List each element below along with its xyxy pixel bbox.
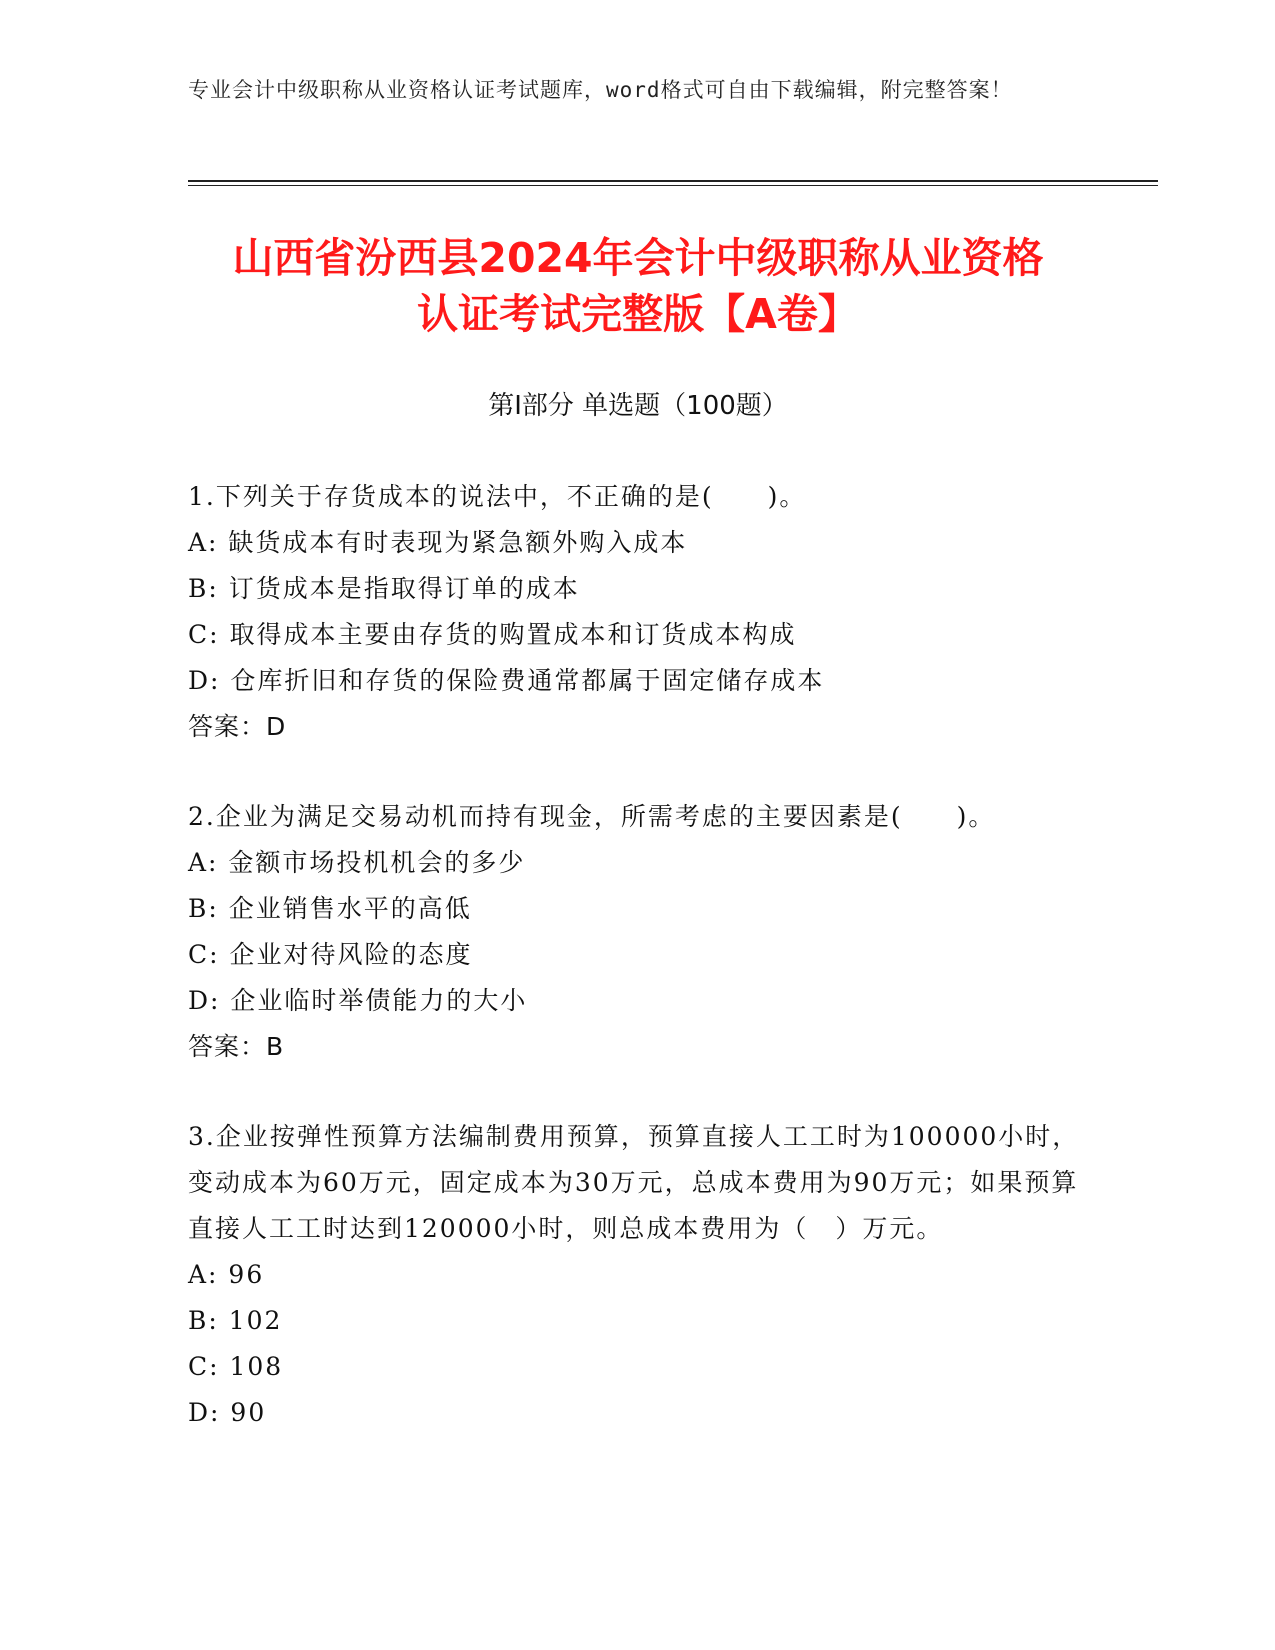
question-stem: 2.企业为满足交易动机而持有现金，所需考虑的主要因素是( )。 xyxy=(188,802,996,831)
answer: 答案：B xyxy=(188,1032,285,1061)
document-title-line-2: 认证考试完整版【A卷】 xyxy=(417,290,859,338)
question-2 xyxy=(188,794,1088,1070)
header-divider-thick xyxy=(188,180,1158,182)
option-c: C: 108 xyxy=(188,1352,284,1381)
option-d: D: 仓库折旧和存货的保险费通常都属于固定储存成本 xyxy=(188,666,825,695)
option-a: A: 缺货成本有时表现为紧急额外购入成本 xyxy=(188,528,688,557)
document-title xyxy=(188,230,1088,342)
question-3 xyxy=(188,1114,1088,1436)
document-title-line-1: 山西省汾西县2024年会计中级职称从业资格 xyxy=(232,234,1044,282)
section-heading: 第Ⅰ部分 单选题（100题） xyxy=(488,391,788,421)
answer: 答案：D xyxy=(188,712,287,741)
option-a: A: 金额市场投机机会的多少 xyxy=(188,848,526,877)
option-a: A: 96 xyxy=(188,1260,265,1289)
option-d: D: 90 xyxy=(188,1398,267,1427)
question-stem: 1.下列关于存货成本的说法中，不正确的是( )。 xyxy=(188,482,807,511)
header-note: 专业会计中级职称从业资格认证考试题库，word格式可自由下载编辑，附完整答案！ xyxy=(188,78,1013,102)
question-1 xyxy=(188,474,1088,750)
option-c: C: 企业对待风险的态度 xyxy=(188,940,473,969)
option-c: C: 取得成本主要由存货的购置成本和订货成本构成 xyxy=(188,620,797,649)
option-d: D: 企业临时举债能力的大小 xyxy=(188,986,528,1015)
option-b: B: 102 xyxy=(188,1306,283,1335)
header-divider-thin xyxy=(188,185,1158,186)
question-stem: 3.企业按弹性预算方法编制费用预算，预算直接人工工时为100000小时，变动成本为60万元，固定成本为30万元，总成本费用为90万元；如果预算直接人工工时达到120000小时，则总成本费用为（ ）万元。 xyxy=(188,1122,1080,1243)
option-b: B: 企业销售水平的高低 xyxy=(188,894,472,923)
option-b: B: 订货成本是指取得订单的成本 xyxy=(188,574,580,603)
